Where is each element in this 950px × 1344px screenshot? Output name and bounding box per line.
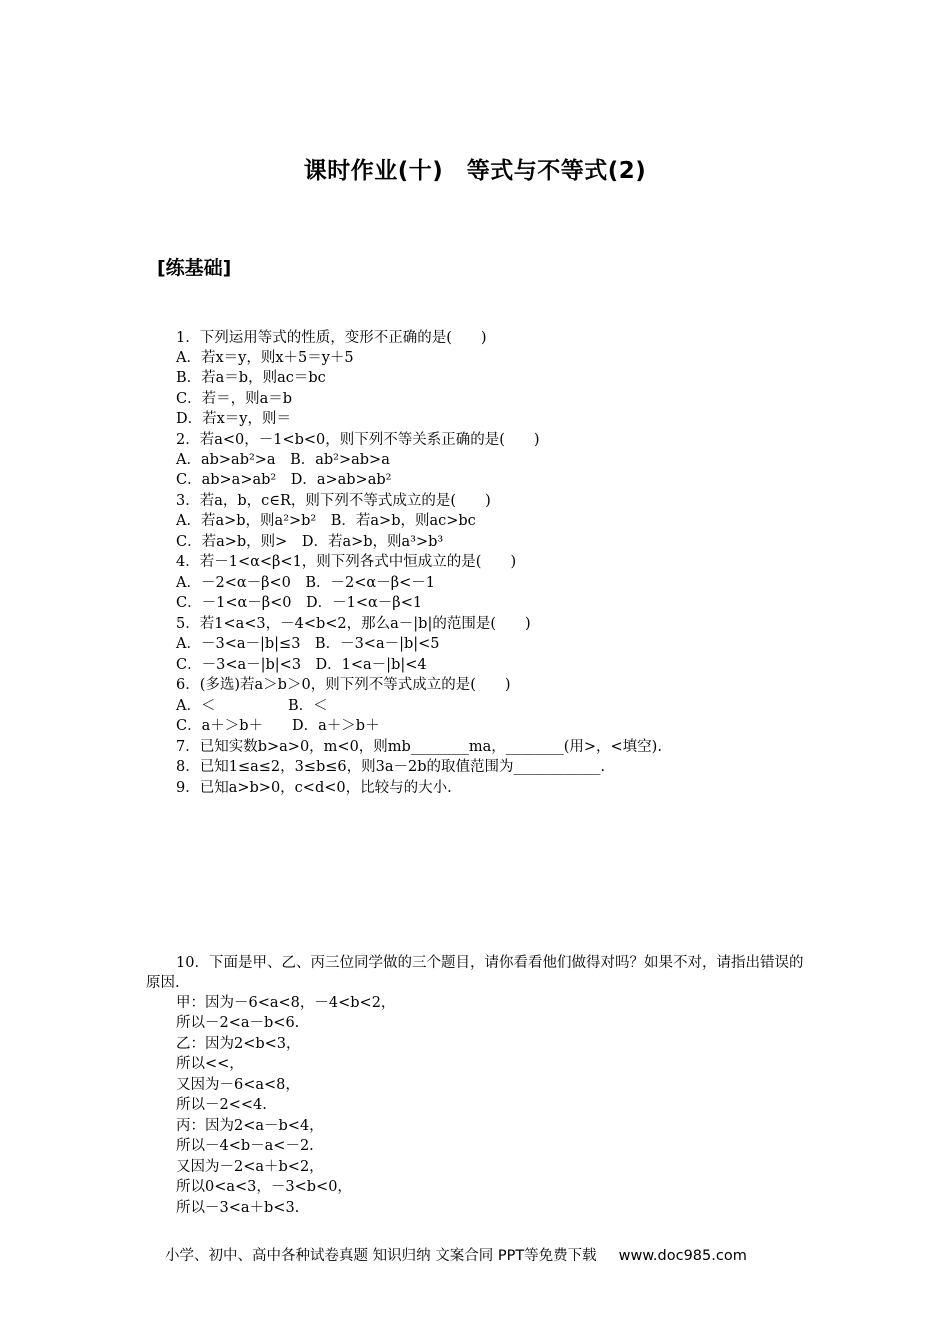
page-title: 课时作业(十) 等式与不等式(2) <box>303 158 647 184</box>
option-line: C．a＋＞b＋ D．a＋＞b＋ <box>176 718 380 734</box>
question-line: 5．若1<a<3，－4<b<2，那么a－|b|的范围是( ) <box>176 616 531 632</box>
option-line: B．若a＝b，则ac＝bc <box>176 370 326 386</box>
option-line: C．若a>b，则> D．若a>b，则a³>b³ <box>176 534 444 550</box>
question-10-intro: 10．下面是甲、乙、丙三位同学做的三个题目，请你看看他们做得对吗？如果不对，请指出错误的原因. <box>146 955 804 991</box>
answer-line: 所以－2<a－b<6. <box>176 1015 300 1031</box>
answer-line: 又因为－6<a<8， <box>176 1077 300 1093</box>
option-line: C．ab>a>ab² D．a>ab>ab² <box>176 472 392 488</box>
option-line: C．－1<α－β<0 D．－1<α－β<1 <box>176 595 423 611</box>
answer-line: 乙：因为2<b<3， <box>176 1036 301 1052</box>
option-line: D．若x＝y，则＝ <box>176 411 291 427</box>
footer-text: 小学、初中、高中各种试卷真题 知识归纳 文案合同 PPT等免费下载 <box>165 1248 597 1264</box>
footer <box>165 1244 747 1265</box>
question-line: 7．已知实数b>a>0，m<0，则mb________ma，________(用>，<填空). <box>176 739 662 755</box>
question-line: 2．若a<0，－1<b<0，则下列不等关系正确的是( ) <box>176 432 540 448</box>
answer-line: 丙：因为2<a－b<4， <box>176 1118 324 1134</box>
answer-line: 所以－4<b－a<－2. <box>176 1138 314 1154</box>
answer-line: 甲：因为－6<a<8，－4<b<2， <box>176 995 396 1011</box>
footer-url[interactable]: www.doc985.com <box>618 1248 747 1264</box>
answer-line: 所以0<a<3，－3<b<0， <box>176 1179 352 1195</box>
option-line: A．－2<α－β<0 B．－2<α－β<－1 <box>176 575 435 591</box>
question-line: 9．已知a>b>0，c<d<0，比较与的大小. <box>176 780 452 796</box>
question-line: 8．已知1≤a≤2，3≤b≤6，则3a－2b的取值范围为____________. <box>176 759 606 775</box>
option-line: A．若x＝y，则x＋5＝y＋5 <box>176 350 354 366</box>
answer-line: 所以－3<a＋b<3. <box>176 1200 300 1216</box>
answer-line: 所以<<， <box>176 1056 244 1072</box>
question-line: 4．若－1<α<β<1，则下列各式中恒成立的是( ) <box>176 554 517 570</box>
option-line: A．＜ B．＜ <box>176 698 328 714</box>
option-line: C．若＝，则a＝b <box>176 391 293 407</box>
answer-line: 所以－2<<4. <box>176 1097 267 1113</box>
question-line: 6．(多选)若a＞b＞0，则下列不等式成立的是( ) <box>176 677 511 693</box>
section-heading: [练基础] <box>157 257 232 279</box>
question-line: 3．若a，b，c∈R，则下列不等式成立的是( ) <box>176 493 491 509</box>
option-line: A．ab>ab²>a B．ab²>ab>a <box>176 452 390 468</box>
option-line: A．－3<a－|b|≤3 B．－3<a－|b|<5 <box>176 636 440 652</box>
option-line: A．若a>b，则a²>b² B．若a>b，则ac>bc <box>176 513 476 529</box>
question-line: 1．下列运用等式的性质，变形不正确的是( ) <box>176 330 487 346</box>
answer-line: 又因为－2<a＋b<2， <box>176 1159 324 1175</box>
option-line: C．－3<a－|b|<3 D．1<a－|b|<4 <box>176 657 427 673</box>
